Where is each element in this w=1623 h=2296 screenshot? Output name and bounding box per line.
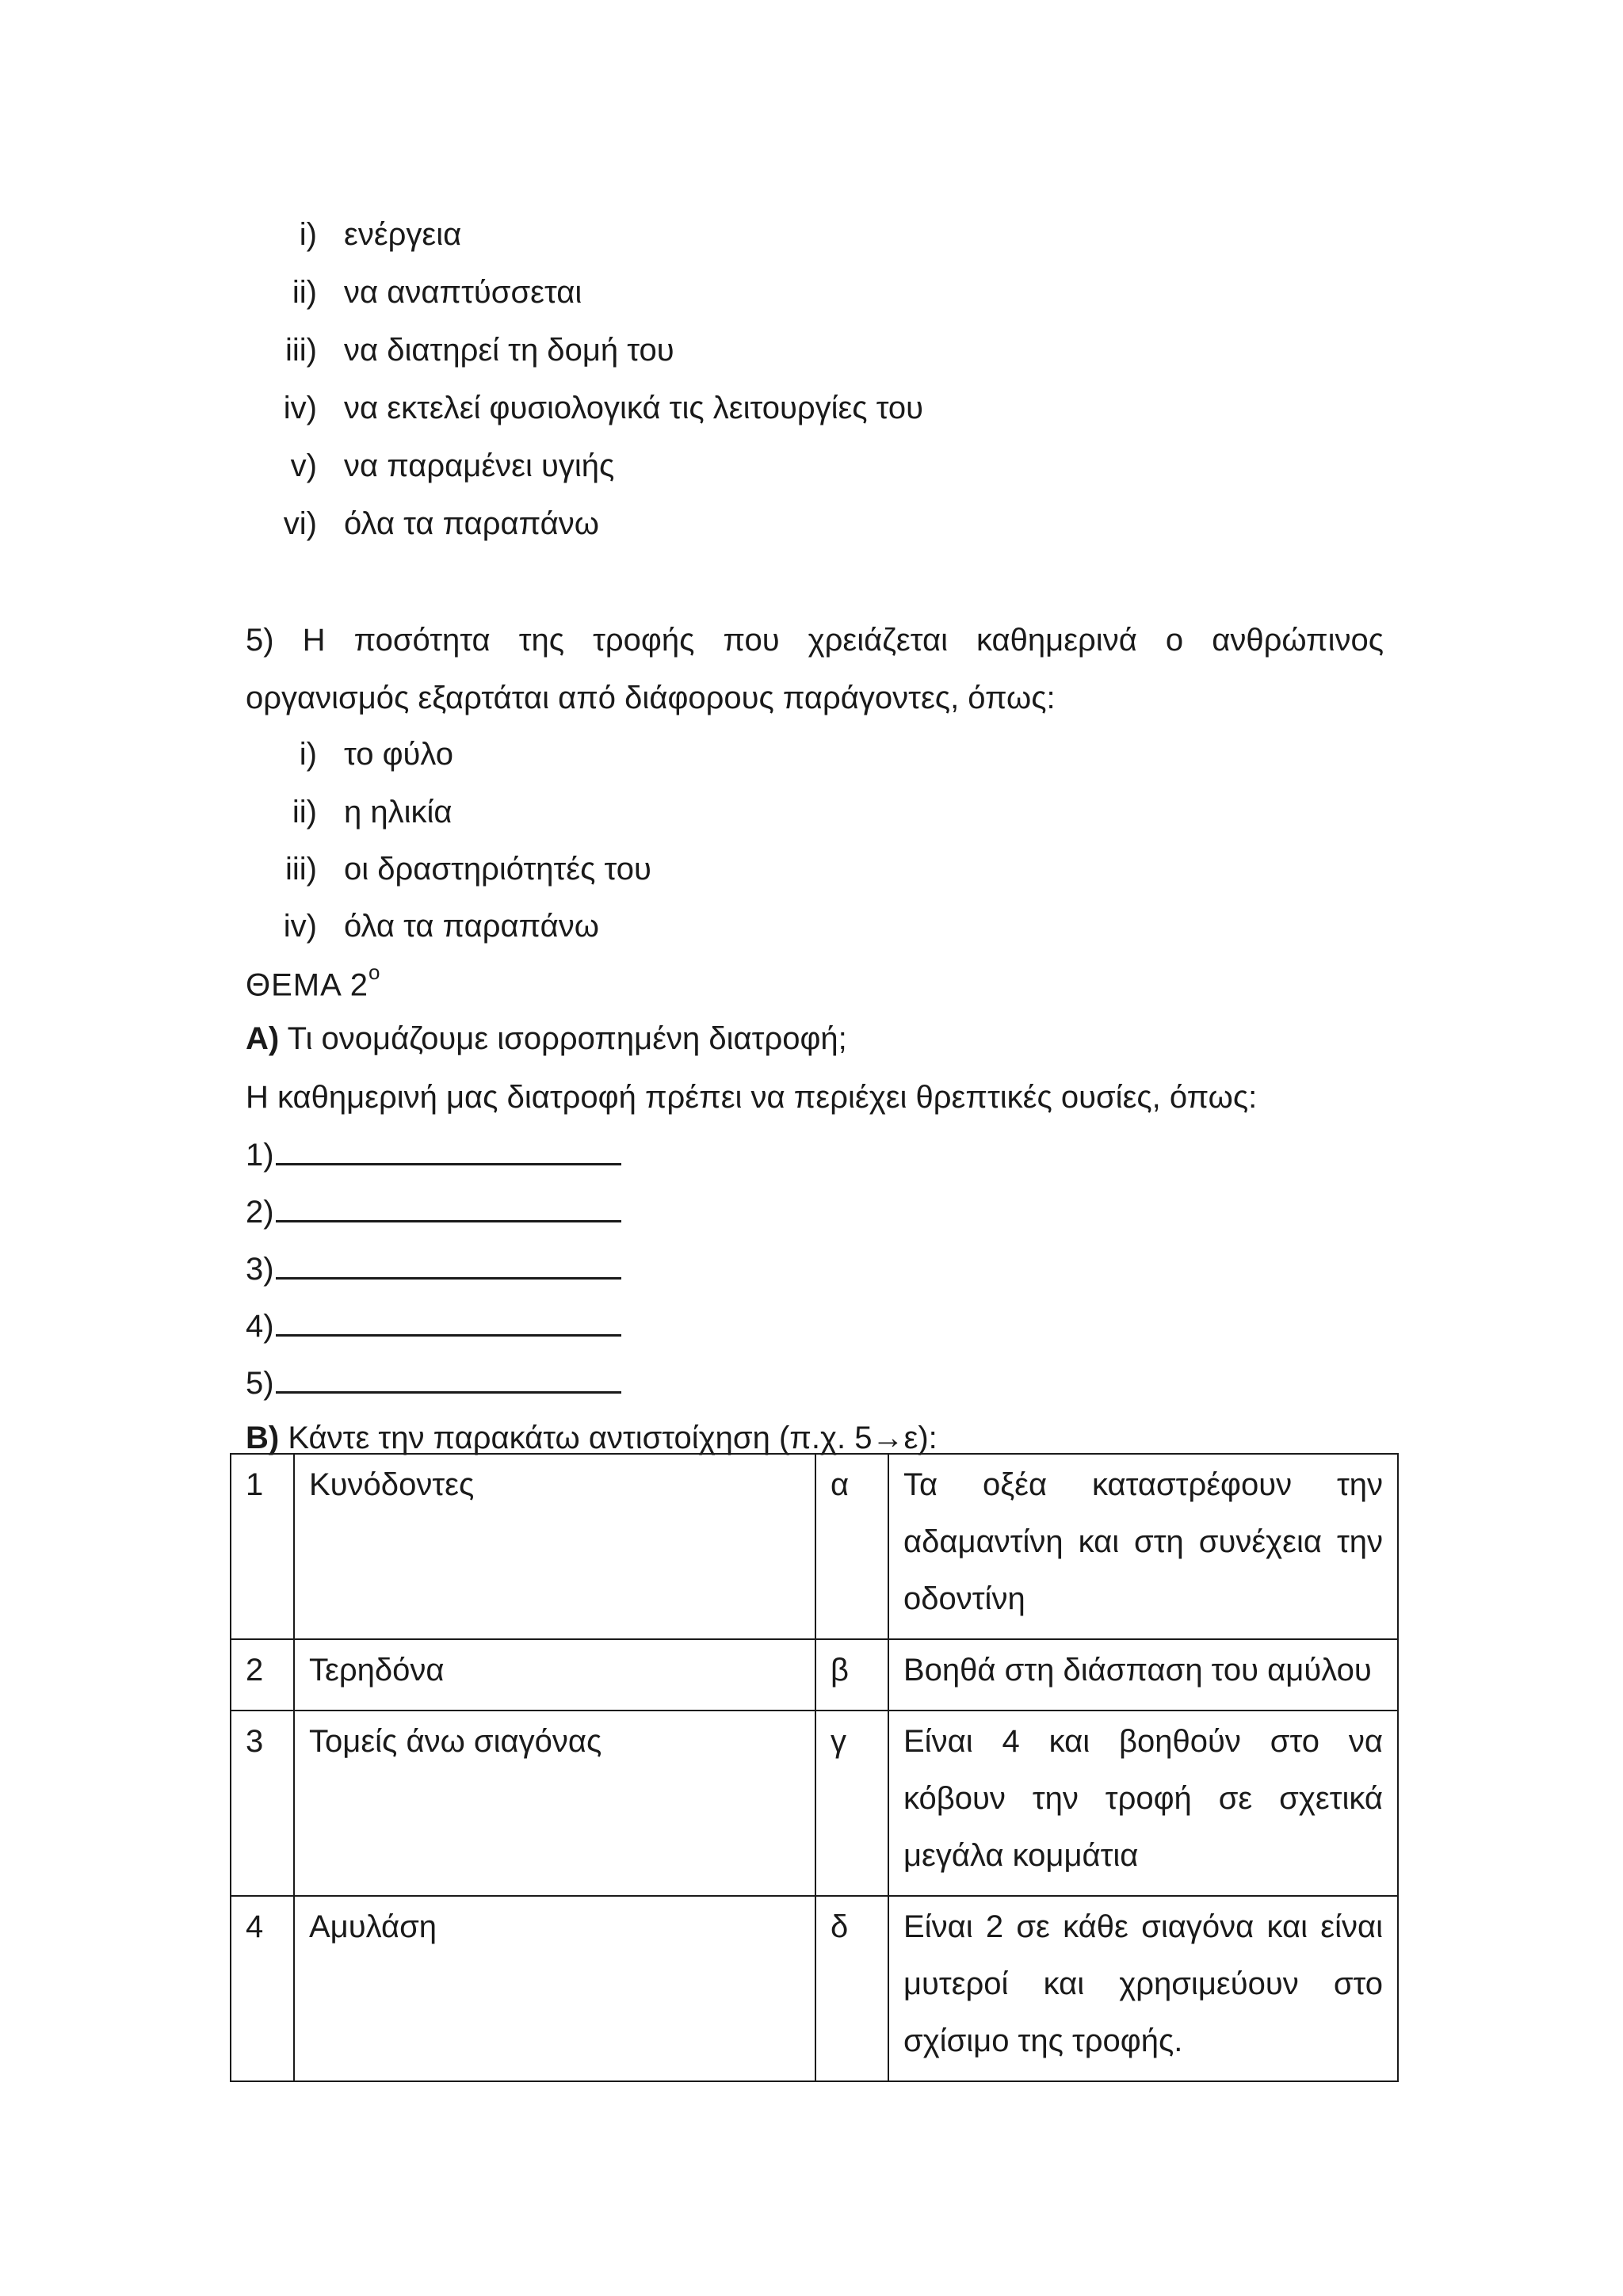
table-row: [231, 1711, 1398, 1896]
part-b-instruction-text: Κάντε την παρακάτω αντιστοίχηση (π.χ. 5: [288, 1421, 873, 1455]
list-item-text: το φύλο: [344, 737, 454, 772]
list-item-text: να παραμένει υγιής: [344, 448, 615, 483]
answer-blank-number: 5): [246, 1366, 274, 1401]
row-number-cell: [231, 1454, 294, 1639]
answer-blank-number: 4): [246, 1309, 274, 1344]
arrow-right-icon: →: [872, 1421, 904, 1455]
answer-blank-row: [246, 1136, 621, 1171]
answer-blank-line[interactable]: [276, 1364, 621, 1394]
answer-blank-row: [246, 1193, 621, 1228]
answer-blank-line[interactable]: [276, 1307, 621, 1337]
term-text: Τερηδόνα: [309, 1653, 445, 1688]
row-number: 3: [246, 1724, 264, 1759]
part-a-label: Α): [246, 1021, 280, 1056]
term-cell: [294, 1454, 815, 1639]
row-number: 1: [246, 1467, 264, 1502]
list-item-numeral: iii): [285, 852, 317, 887]
degree-superscript: ο: [368, 960, 381, 984]
letter-cell: [815, 1639, 888, 1711]
description-text: Τα οξέα καταστρέφουν την αδαμαντίνη και στη συνέχεια την οδοντίνη: [903, 1467, 1383, 1616]
section-heading-text: ΘΕΜΑ 2: [246, 967, 369, 1003]
list-item-text: όλα τα παραπάνω: [344, 506, 600, 541]
table-row: [231, 1454, 1398, 1639]
letter-text: α: [831, 1467, 850, 1502]
answer-blank-line[interactable]: [276, 1250, 621, 1280]
term-text: Κυνόδοντες: [309, 1467, 475, 1502]
letter-cell: [815, 1896, 888, 2081]
list-item-text: να αναπτύσσεται: [344, 275, 582, 310]
row-number: 4: [246, 1909, 264, 1944]
description-cell: [888, 1711, 1398, 1896]
answer-blank-line[interactable]: [276, 1136, 621, 1165]
list-item-numeral: iv): [283, 909, 317, 944]
list-item-text: όλα τα παραπάνω: [344, 909, 600, 944]
list-item-numeral: ii): [292, 795, 317, 830]
description-cell: [888, 1639, 1398, 1711]
part-a-question-text: Τι ονομάζουμε ισορροπημένη διατροφή;: [287, 1021, 847, 1056]
answer-blank-row: [246, 1364, 621, 1399]
description-cell: [888, 1454, 1398, 1639]
answer-blank-row: [246, 1307, 621, 1342]
term-cell: [294, 1896, 815, 2081]
answer-blank-number: 3): [246, 1252, 274, 1287]
term-text: Αμυλάση: [309, 1909, 437, 1944]
list-item-numeral: ii): [292, 275, 317, 310]
list-item-numeral: v): [290, 448, 317, 483]
answer-blank-number: 2): [246, 1195, 274, 1230]
answer-blank-line[interactable]: [276, 1193, 621, 1222]
list-item-numeral: iii): [285, 333, 317, 368]
description-text: Είναι 2 σε κάθε σιαγόνα και είναι μυτεροί και χρησιμεύουν στο σχίσιμο της τροφής.: [903, 1909, 1383, 2058]
list-item-text: η ηλικία: [344, 795, 453, 830]
list-item-numeral: i): [299, 737, 317, 772]
section-heading: [246, 960, 381, 1003]
question-5-line-1: 5) Η ποσότητα της τροφής που χρειάζεται καθημερινά ο ανθρώπινος: [246, 623, 1384, 658]
part-a-statement: Η καθημερινή μας διατροφή πρέπει να περιέχει θρεπτικές ουσίες, όπως:: [246, 1080, 1258, 1115]
question-5-line-2: οργανισμός εξαρτάται από διάφορους παράγοντες, όπως:: [246, 681, 1056, 715]
table-row: [231, 1639, 1398, 1711]
list-item-text: να εκτελεί φυσιολογικά τις λειτουργίες του: [344, 391, 924, 425]
list-item-text: οι δραστηριότητές του: [344, 852, 651, 887]
letter-text: β: [831, 1653, 850, 1688]
letter-cell: [815, 1711, 888, 1896]
letter-cell: [815, 1454, 888, 1639]
part-b-label: Β): [246, 1421, 280, 1455]
row-number: 2: [246, 1653, 264, 1688]
letter-text: δ: [831, 1909, 849, 1944]
list-item-text: ενέργεια: [344, 217, 462, 252]
description-text: Είναι 4 και βοηθούν στο να κόβουν την τροφή σε σχετικά μεγάλα κομμάτια: [903, 1724, 1383, 1873]
list-item-text: να διατηρεί τη δομή του: [344, 333, 674, 368]
matching-table: [230, 1453, 1399, 2082]
description-text: Βοηθά στη διάσπαση του αμύλου: [903, 1653, 1372, 1688]
term-cell: [294, 1639, 815, 1711]
term-cell: [294, 1711, 815, 1896]
row-number-cell: [231, 1711, 294, 1896]
letter-text: γ: [831, 1724, 846, 1759]
row-number-cell: [231, 1896, 294, 2081]
description-cell: [888, 1896, 1398, 2081]
answer-blank-row: [246, 1250, 621, 1285]
row-number-cell: [231, 1639, 294, 1711]
list-item-numeral: i): [299, 217, 317, 252]
part-b-instruction: [246, 1422, 938, 1454]
part-a-question: [246, 1023, 847, 1055]
list-item-numeral: vi): [283, 506, 317, 541]
list-item-numeral: iv): [283, 391, 317, 425]
term-text: Τομείς άνω σιαγόνας: [309, 1724, 602, 1759]
table-row: [231, 1896, 1398, 2081]
part-b-instruction-end: ε):: [903, 1421, 938, 1455]
answer-blank-number: 1): [246, 1138, 274, 1173]
